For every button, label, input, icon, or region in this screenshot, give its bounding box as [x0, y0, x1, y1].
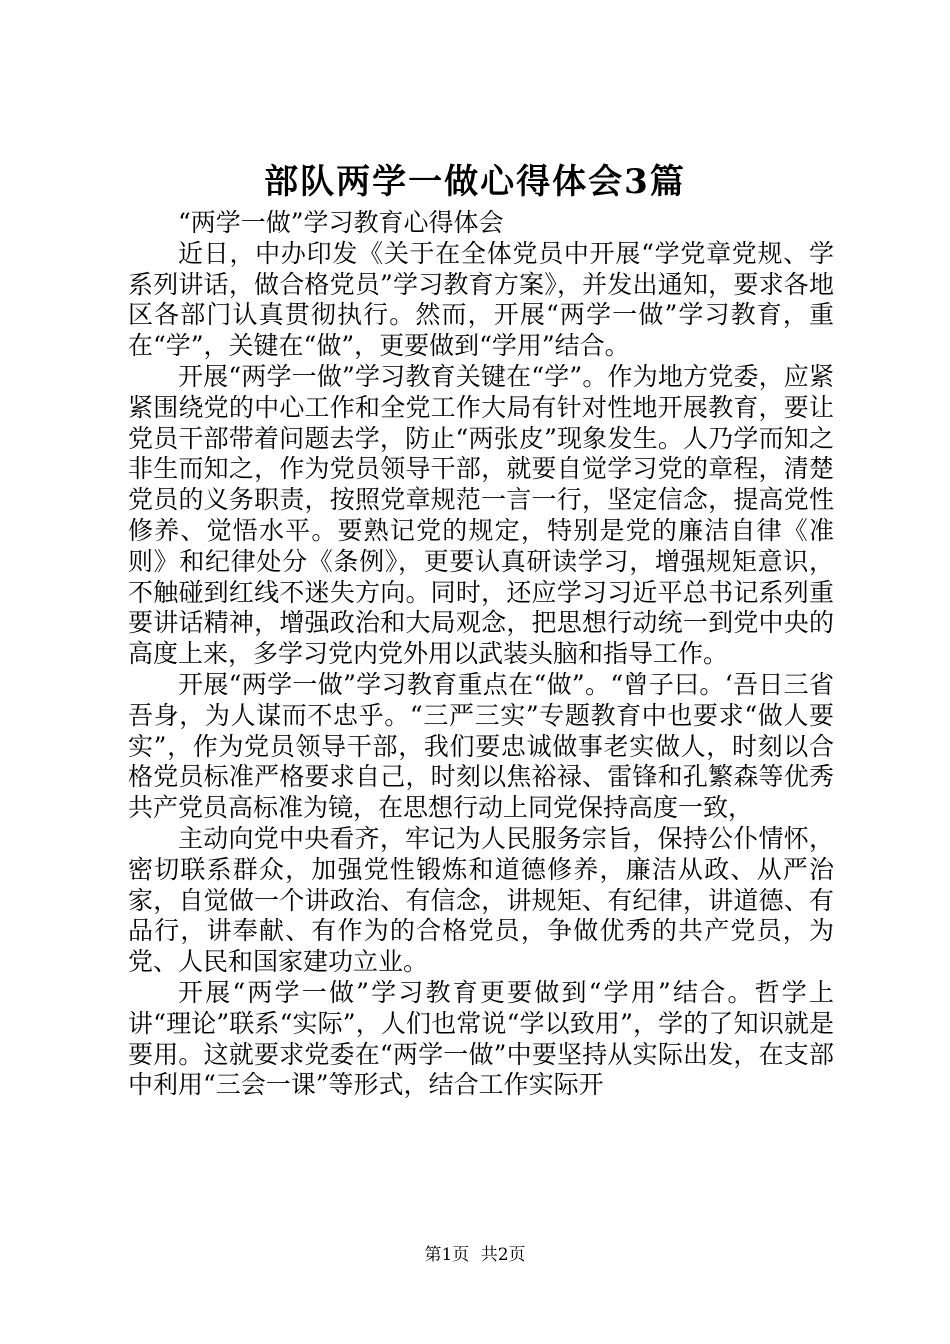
page-number-total: 共2页 — [480, 1245, 526, 1265]
document-title: 部队两学一做心得体会3篇 — [264, 162, 686, 202]
paragraph-2: 开展“两学一做”学习教育关键在“学”。作为地方党委，应紧紧围绕党的中心工作和全党工作大局有针对性地开展教育，要让党员干部带着问题去学，防止“两张皮”现象发生。人乃学而知之非生而知之，作为党员领导干部，就要自觉学习党的章程，清楚党员的义务职责，按照党章规范一言一行，坚定信念，提高党性修养、觉悟水平。要熟记党的规定，特别是党的廉洁自律《准则》和纪律处分《条例》，更要认真研读学习，增强规矩意识，不触碰到红线不迷失方向。同时，还应学习习近平总书记系列重要讲话精神，增强政治和大局观念，把思想行动统一到党中央的高度上来，多学习党内党外用以武装头脑和指导工作。 — [128, 361, 834, 669]
paragraph-5: 开展“两学一做”学习教育更要做到“学用”结合。哲学上讲“理论”联系“实际”，人们也常说“学以致用”，学的了知识就是要用。这就要求党委在“两学一做”中要坚持从实际出发，在支部中利用“三会一课”等形式，结合工作实际开 — [128, 977, 834, 1100]
paragraph-4: 主动向党中央看齐，牢记为人民服务宗旨，保持公仆情怀，密切联系群众，加强党性锻炼和道德修养，廉洁从政、从严治家，自觉做一个讲政治、有信念，讲规矩、有纪律，讲道德、有品行，讲奉献、有作为的合格党员，争做优秀的共产党员，为党、人民和国家建功立业。 — [128, 823, 834, 977]
page-footer — [0, 1244, 950, 1266]
paragraph-1: 近日，中办印发《关于在全体党员中开展“学党章党规、学系列讲话，做合格党员”学习教育方案》，并发出通知，要求各地区各部门认真贯彻执行。然而，开展“两学一做”学习教育，重在“学”，关键在“做”，更要做到“学用”结合。 — [128, 238, 834, 361]
paragraph-3: 开展“两学一做”学习教育重点在“做”。“曾子曰。‘吾日三省吾身，为人谋而不忠乎。“三严三实”专题教育中也要求“做人要实”，作为党员领导干部，我们要忠诚做事老实做人，时刻以合格党员标准严格要求自己，时刻以焦裕禄、雷锋和孔繁森等优秀共产党员高标准为镜，在思想行动上同党保持高度一致， — [128, 669, 834, 823]
page-number-current: 第1页 — [424, 1245, 470, 1265]
document-subtitle: “两学一做”学习教育心得体会 — [178, 208, 504, 237]
document-body — [128, 208, 834, 1101]
